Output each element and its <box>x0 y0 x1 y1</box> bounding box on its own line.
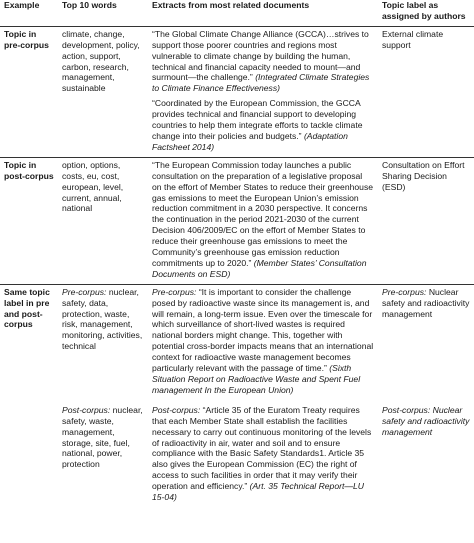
example-cell: Same topic label in pre and post-corpus <box>4 286 50 330</box>
example-cell: Topic in post-corpus <box>0 157 58 284</box>
extract-source: (Adaptation Factsheet 2014) <box>152 130 348 152</box>
header-topic-label: Topic label as assigned by authors <box>378 0 474 26</box>
extract-text: “Article 35 of the Euratom Treaty requires that each Member State shall establish the facilities necessary to carry out continuous monitoring of the levels of radioactivity in air, water and soil and to ensure compliance with the Basic Safety Standards1. Article 35 also gives the European Commission (EC) the right of access to such facilities in order that it may verify their operation and efficiency.” <box>152 404 372 492</box>
top-words-cell <box>58 405 148 507</box>
corpus-tag: Pre-corpus: <box>62 286 107 297</box>
corpus-tag: Post-corpus: <box>152 404 201 415</box>
extract-source: (Integrated Climate Strategies to Climate Finance Effectiveness) <box>152 72 370 94</box>
corpus-tag: Post-corpus: <box>62 404 111 415</box>
extracts-cell <box>148 157 378 284</box>
top-words-cell: option, options, costs, eu, cost, european, level, current, annual, national <box>58 157 148 284</box>
table-row <box>0 157 474 284</box>
extract-text: “The European Commission today launches a public consultation on the preparation of a legislative proposal on the effort of Member States to reduce their greenhouse gas emissions to meet the European Union’s emission reduction commitment in a 2030 perspective. It concerns the continuation in the period 2021-2030 of the current Decision 406/2009/EC on the effort of Member States to reduce their greenhouse gas emissions to meet the Community’s greenhouse gas emission reduction commitments up to 2020.” <box>152 159 374 268</box>
corpus-tag: Post-corpus: <box>382 404 431 415</box>
extract-source: (Art. 35 Technical Report—LU 15-04) <box>152 481 364 503</box>
topic-label-cell <box>378 405 474 507</box>
extract-quote <box>152 160 374 280</box>
example-cell: Topic in pre-corpus <box>0 26 58 157</box>
top-words-cell: climate, change, development, policy, action, support, carbon, research, management, sustainable <box>58 26 148 157</box>
extracts-cell <box>148 284 378 405</box>
extracts-cell <box>148 405 378 507</box>
extract-text: “The Global Climate Change Alliance (GCCA)…strives to support those poorer countries and regions most vulnerable to climate change by building the human, technical and financial capacity needed to mount—and surmount—the challenge.” <box>152 28 369 83</box>
table-row <box>0 284 474 405</box>
topic-label-cell: Consultation on Effort Sharing Decision (ESD) <box>378 157 474 284</box>
extract-text: “It is important to consider the challenge posed by radioactive waste since its management is, and will remain, a long-term issue. Even over the timescale for which surveillance of short-lived wastes is required national borders might change. This, together with potential cross-border impacts means that an international context for radioactive waste management becomes particularly relevant with the passage of time.” <box>152 286 374 374</box>
topic-label-text: Nuclear safety and radioactivity management <box>382 286 470 319</box>
top-words-text: nuclear, safety, waste, management, storage, site, fuel, national, power, protection <box>62 404 143 470</box>
corpus-tag: Pre-corpus: <box>152 286 197 297</box>
topic-label-cell: External climate support <box>378 26 474 157</box>
top-words-text: nuclear, safety, data, protection, waste, risk, management, monitoring, activities, technical <box>62 286 143 352</box>
top-words-cell <box>58 284 148 405</box>
table-row <box>0 405 474 507</box>
header-top-words: Top 10 words <box>58 0 148 26</box>
header-extracts: Extracts from most related documents <box>148 0 378 26</box>
extract-source: (Sixth Situation Report on Radioactive Waste and Spent Fuel management In the European Union) <box>152 363 361 395</box>
table-row <box>0 26 474 157</box>
extract-source: (Member States’ Consultation Documents on ESD) <box>152 257 367 279</box>
topic-label-text: Nuclear safety and radioactivity management <box>382 404 470 437</box>
corpus-tag: Pre-corpus: <box>382 286 427 297</box>
extract-quote <box>152 98 374 153</box>
header-example: Example <box>0 0 58 26</box>
extract-text: “Coordinated by the European Commission, the GCCA provides technical and financial support to developing countries to help them integrate efforts to tackle climate change into their policies and budgets.” <box>152 98 363 141</box>
header-row <box>0 0 474 26</box>
topic-label-cell <box>378 284 474 405</box>
extract-quote <box>152 29 374 94</box>
extracts-cell <box>148 26 378 157</box>
